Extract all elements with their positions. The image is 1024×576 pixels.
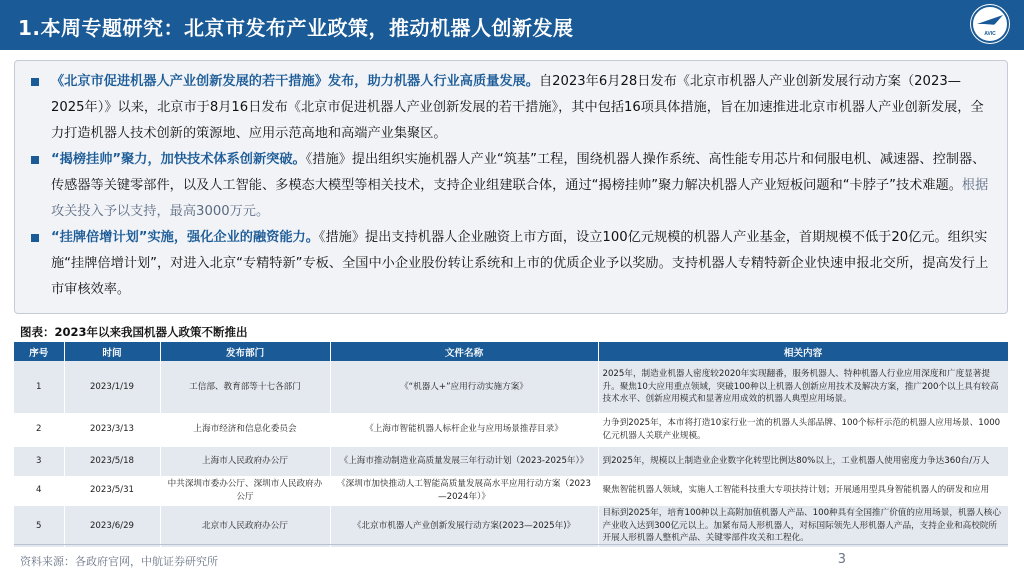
cell-document: 《“机器人+”应用行动实施方案》 xyxy=(330,361,598,413)
cell-index: 3 xyxy=(14,446,64,476)
paragraph-body: 《措施》提出组织实施机器人产业“筑基”工程，围绕机器人操作系统、高性能专用芯片和伺服电机、减速器、控制器、传感器等关键零部件，以及人工智能、多模态大模型等相关技术，支持企业组建联合体，通过“揭榜挂帅”聚力解决机器人产业短板问题和“卡脖子”技术难题。 xyxy=(51,152,986,193)
header-cell-content: 相关内容 xyxy=(598,342,1008,361)
header-cell-date: 时间 xyxy=(64,342,160,361)
cell-content: 力争到2025年，本市将打造10家行业一流的机器人头部品牌、100个标杆示范的机器人应用场景、1000亿元机器人关联产业规模。 xyxy=(598,413,1008,446)
cell-document: 《上海市智能机器人标杆企业与应用场景推荐目录》 xyxy=(330,413,598,446)
cell-department: 中共深圳市委办公厅、深圳市人民政府办公厅 xyxy=(160,476,330,505)
cell-date: 2023/3/13 xyxy=(64,413,160,446)
cell-content: 目标到2025年，培育100种以上高附加值机器人产品、100种具有全国推广价值的应用场景，机器人核心产业收入达到300亿元以上。加紧布局人形机器人，对标国际领先人形机器人产品，支持企业和高校院所开展人形机器人整机产品、关键零部件攻关和工程化。 xyxy=(598,505,1008,547)
policy-table xyxy=(14,342,1009,548)
cell-date: 2023/1/19 xyxy=(64,361,160,413)
cell-date: 2023/5/31 xyxy=(64,476,160,505)
header-cell-department: 发布部门 xyxy=(160,342,330,361)
square-bullet-icon xyxy=(31,156,39,164)
cell-content: 到2025年，规模以上制造业企业数字化转型比例达80%以上，工业机器人使用密度力争达360台/万人 xyxy=(598,446,1008,476)
header-cell-document: 文件名称 xyxy=(330,342,598,361)
cell-index: 1 xyxy=(14,361,64,413)
cell-department: 上海市经济和信息化委员会 xyxy=(160,413,330,446)
cell-date: 2023/6/29 xyxy=(64,505,160,547)
table-header-row xyxy=(14,342,1008,361)
cell-department: 工信部、教育部等十七各部门 xyxy=(160,361,330,413)
square-bullet-icon xyxy=(31,234,39,242)
page-title: 1.本周专题研究：北京市发布产业政策，推动机器人创新发展 xyxy=(18,16,574,40)
cell-index: 4 xyxy=(14,476,64,505)
page-number: 3 xyxy=(837,552,846,567)
table-row xyxy=(14,361,1008,413)
cell-index: 2 xyxy=(14,413,64,446)
cell-content: 2025年，制造业机器人密度较2020年实现翻番，服务机器人、特种机器人行业应用深度和广度显著提升。聚焦10大应用重点领域，突破100种以上机器人创新应用技术及解决方案，推广200个以上具有较高技术水平、创新应用模式和显著应用成效的机器人典型应用场景。 xyxy=(598,361,1008,413)
summary-paragraph xyxy=(27,147,993,225)
summary-paragraph xyxy=(27,69,993,147)
logo-text: AVIC xyxy=(984,31,996,37)
summary-box xyxy=(14,60,1008,314)
summary-paragraph xyxy=(27,225,993,303)
header-cell-index: 序号 xyxy=(14,342,64,361)
paragraph-note: 根据攻关投入予以支持，最高3000万元。 xyxy=(51,178,989,219)
paragraph-body: 自2023年6月28日发布《北京市机器人产业创新发展行动方案（2023—2025年）》以来，北京市于8月16日发布《北京市促进机器人产业创新发展的若干措施》，其中包括16项具体措施，旨在加速推进北京市机器人产业创新发展，全力打造机器人技术创新的策源地、应用示范高地和高端产业集聚区。 xyxy=(51,74,984,141)
cell-index: 5 xyxy=(14,505,64,547)
header-bar xyxy=(0,0,1024,50)
table-caption: 图表：2023年以来我国机器人政策不断推出 xyxy=(20,325,248,339)
table-row xyxy=(14,446,1008,476)
cell-date: 2023/5/18 xyxy=(64,446,160,476)
cell-department: 北京市人民政府办公厅 xyxy=(160,505,330,547)
cell-department: 上海市人民政府办公厅 xyxy=(160,446,330,476)
table-row xyxy=(14,476,1008,505)
paragraph-lead: “挂牌倍增计划”实施，强化企业的融资能力。 xyxy=(51,230,319,245)
cell-document: 《深圳市加快推动人工智能高质量发展高水平应用行动方案（2023—2024年）》 xyxy=(330,476,598,505)
table-row xyxy=(14,505,1008,547)
footer-source: 资料来源：各政府官网，中航证券研究所 xyxy=(20,555,218,568)
cell-content: 聚焦智能机器人领域，实施人工智能科技重大专项扶持计划；开展通用型具身智能机器人的研发和应用 xyxy=(598,476,1008,505)
table-row xyxy=(14,413,1008,446)
paragraph-lead: 《北京市促进机器人产业创新发展的若干措施》发布，助力机器人行业高质量发展。 xyxy=(51,74,539,89)
square-bullet-icon xyxy=(31,78,39,86)
cell-document: 《上海市推动制造业高质量发展三年行动计划（2023-2025年）》 xyxy=(330,446,598,476)
cell-document: 《北京市机器人产业创新发展行动方案(2023—2025年)》 xyxy=(330,505,598,547)
aircraft-wing-logo-icon xyxy=(970,4,1010,44)
paragraph-body: 《措施》提出支持机器人企业融资上市方面，设立100亿元规模的机器人产业基金，首期规模不低于20亿元。组织实施“挂牌倍增计划”，对进入北京“专精特新”专板、全国中小企业股份转让系统和上市的优质企业予以奖励。支持机器人专精特新企业快速申报北交所，提高发行上市审核效率。 xyxy=(51,230,989,297)
footer-divider xyxy=(14,544,1008,545)
paragraph-lead: “揭榜挂帅”聚力，加快技术体系创新突破。 xyxy=(51,152,306,167)
